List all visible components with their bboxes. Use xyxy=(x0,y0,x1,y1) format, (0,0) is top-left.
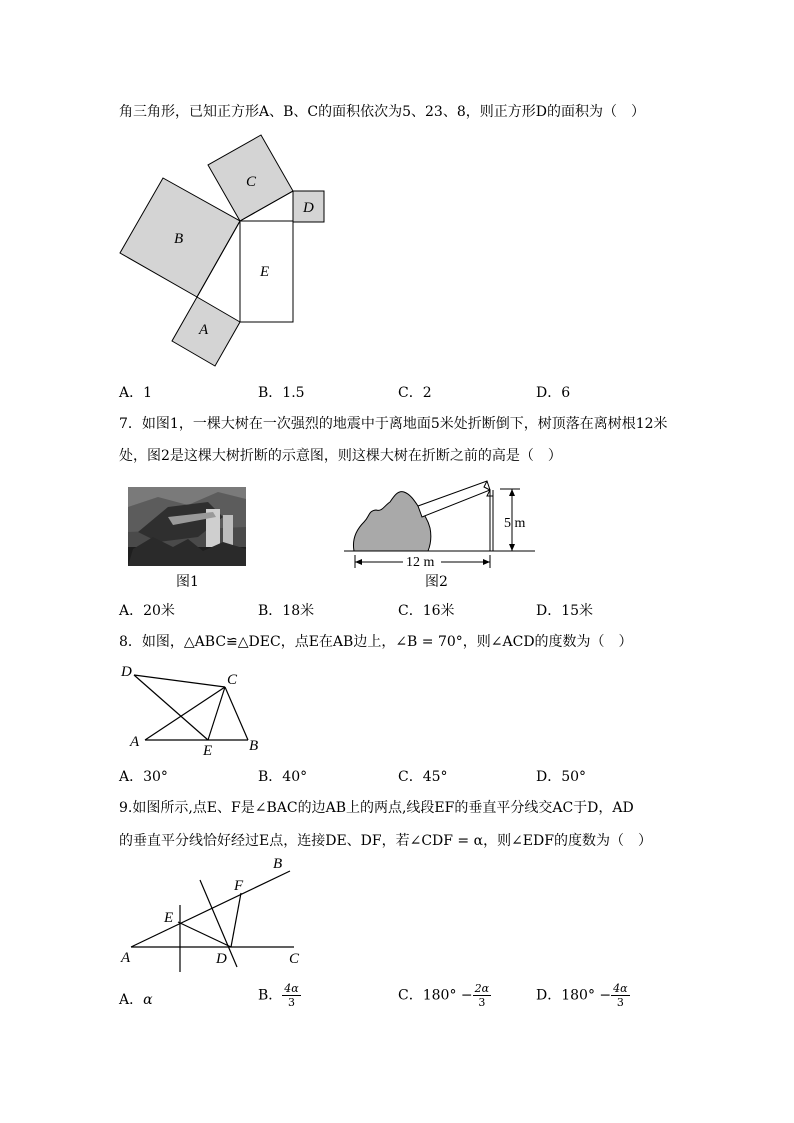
label-f: F xyxy=(234,878,244,894)
q6-squares-figure xyxy=(118,130,333,370)
q9-option-c[interactable] xyxy=(398,982,491,1009)
label-a: A xyxy=(199,322,209,338)
label-e: E xyxy=(203,743,213,759)
distance-label: 12 m xyxy=(406,555,435,570)
label-d: D xyxy=(121,664,132,680)
label-d: D xyxy=(216,951,227,967)
option-letter: B． xyxy=(258,987,283,1004)
q8-stem: 8．如图，△ABC≌△DEC，点E在AB边上，∠B = 70°，则∠ACD的度数为（ ） xyxy=(119,634,633,650)
q9-option-b[interactable] xyxy=(258,982,301,1009)
option-letter: D． xyxy=(536,987,562,1004)
option-prefix: 180° − xyxy=(422,987,473,1004)
option-letter: C． xyxy=(398,987,423,1004)
label-c: C xyxy=(289,951,300,967)
fraction-denominator: 3 xyxy=(478,996,486,1009)
q8-option-b[interactable]: B．40° xyxy=(258,769,308,785)
fraction-denominator: 3 xyxy=(616,996,624,1009)
q9-option-a[interactable] xyxy=(119,990,153,1010)
q9-bisector-figure xyxy=(118,852,318,972)
q7-option-c[interactable]: C．16米 xyxy=(398,603,455,619)
height-label: 5 m xyxy=(504,516,526,531)
q6-stem: 角三角形，已知正方形A、B、C的面积依次为5、23、8，则正方形D的面积为（ ） xyxy=(119,104,645,120)
q8-option-d[interactable]: D．50° xyxy=(536,769,587,785)
label-b: B xyxy=(249,738,259,754)
fraction xyxy=(473,982,491,1009)
q7-fig2-caption: 图2 xyxy=(425,574,448,590)
q9-option-d[interactable] xyxy=(536,982,630,1009)
fraction-numerator: 2α xyxy=(474,982,490,995)
option-prefix: 180° − xyxy=(561,987,612,1004)
q6-option-a[interactable]: A．1 xyxy=(119,385,153,401)
q6-option-c[interactable]: C．2 xyxy=(398,385,432,401)
fraction-denominator: 3 xyxy=(288,996,296,1009)
q7-fig1-caption: 图1 xyxy=(176,574,199,590)
q7-option-b[interactable]: B．18米 xyxy=(258,603,315,619)
q8-option-c[interactable]: C．45° xyxy=(398,769,448,785)
fraction xyxy=(611,982,629,1009)
option-value: α xyxy=(143,992,153,1008)
q8-option-a[interactable]: A．30° xyxy=(119,769,168,785)
fraction-numerator: 4α xyxy=(613,982,628,995)
q7-photo-figure xyxy=(128,487,246,566)
q7-schematic-figure xyxy=(340,470,540,575)
q6-option-d[interactable]: D．6 xyxy=(536,385,571,401)
q7-stem-line2: 处，图2是这棵大树折断的示意图，则这棵大树在折断之前的高是（ ） xyxy=(119,448,562,464)
q9-stem-line2: 的垂直平分线恰好经过E点，连接DE、DF，若∠CDF = α，则∠EDF的度数为（ ） xyxy=(119,833,652,849)
label-d: D xyxy=(303,200,314,216)
label-e: E xyxy=(164,910,174,926)
q7-option-d[interactable]: D．15米 xyxy=(536,603,594,619)
label-a: A xyxy=(130,734,140,750)
q7-stem-line1: 7．如图1，一棵大树在一次强烈的地震中于离地面5米处折断倒下，树顶落在离树根12米 xyxy=(119,416,668,432)
q7-option-a[interactable]: A．20米 xyxy=(119,603,175,619)
label-b: B xyxy=(174,231,184,247)
label-e: E xyxy=(260,264,270,280)
label-a: A xyxy=(121,950,131,966)
fraction-numerator: 4α xyxy=(284,982,299,995)
fraction xyxy=(282,982,300,1009)
label-b: B xyxy=(273,856,283,872)
option-letter: A． xyxy=(119,992,144,1008)
q8-triangles-figure xyxy=(118,660,268,760)
label-c: C xyxy=(227,672,238,688)
label-c: C xyxy=(246,174,257,190)
q6-option-b[interactable]: B．1.5 xyxy=(258,385,305,401)
q9-stem-line1: 9.如图所示,点E、F是∠BAC的边AB上的两点,线段EF的垂直平分线交AC于D，AD xyxy=(119,800,634,816)
